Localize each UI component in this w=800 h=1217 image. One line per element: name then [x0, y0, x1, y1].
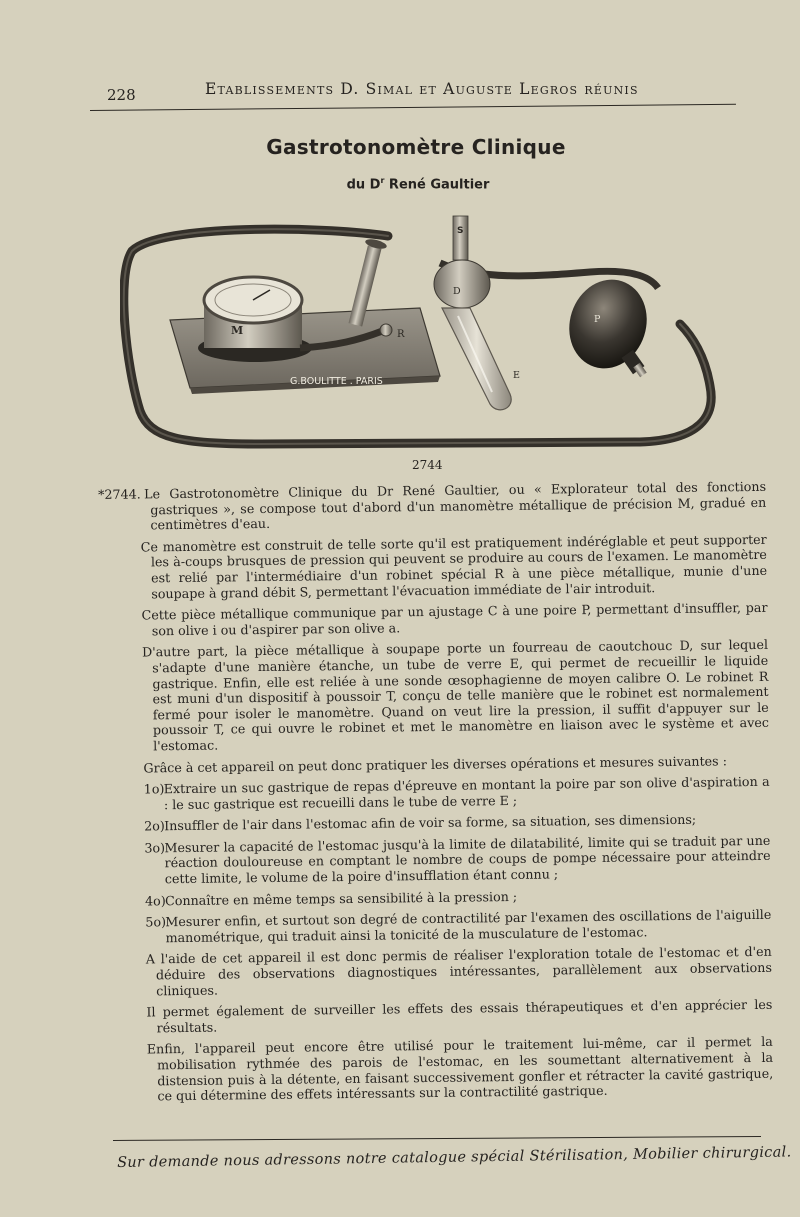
closing-paragraph: Enfin, l'appareil peut encore être utilisé pour le traitement lui-même, car il permet la mobilisation rythmée des parois de l'estomac, en les soumettant alternativement à la distension puis à la détente, en faisant successivement gonfler et rétracter la cavité gastrique, ce qui détermine des effets intéressants sur la contractilité gastrique. [146, 1034, 774, 1104]
subtitle-superscript: r [380, 176, 385, 185]
glass-tube [442, 308, 520, 410]
list-text: Insuffler de l'air dans l'estomac afin de voir sa forme, sa situation, ses dimensions; [164, 811, 697, 834]
list-item [102, 833, 771, 888]
apparatus-illustration [120, 206, 730, 456]
page-number: 228 [107, 86, 136, 104]
label-p: P [594, 314, 601, 325]
figure-number: 2744 [412, 458, 443, 472]
footer-rule [113, 1136, 761, 1141]
list-item [102, 774, 770, 813]
header-rule [90, 104, 736, 111]
maker-plate-text: G.BOULITTE . PARIS [290, 376, 383, 387]
list-number: 2o) [144, 818, 165, 834]
description-paragraph: D'autre part, la pièce métallique à soupape porte un fourreau de caoutchouc D, sur lequel s'adapte d'une manière étanche, un tube de verre E, qui permet de recueillir le liquide gastrique. Enfin, elle est reliée à une sonde œsophagienne de moyen calibre O. Le robinet R est muni d'un dispositif à poussoir T, conçu de telle manière que le robinet est normalement fermé pour isoler le manomètre. Quand on veut lire la pression, il suffit d'appuyer sur le poussoir T, ce qui ouvre le robinet et met le manomètre en liaison avec le système et avec l'estomac. [141, 637, 770, 754]
list-item [103, 907, 771, 946]
closing-paragraph: Il permet également de surveiller les effets des essais thérapeutiques et d'en apprécier les résultats. [146, 997, 773, 1036]
description-paragraph: Cette pièce métallique communique par un ajustage C à une poire P, permettant d'insuffler, par son olive i ou d'aspirer par son olive a. [141, 599, 768, 639]
intro-text: Le Gastrotonomètre Clinique du Dr René Gaultier, ou « Explorateur total des fonctions gastriques », se compose tout d'abord d'un manomètre métallique de précision M, gradué en centimètres d'eau. [143, 478, 767, 533]
list-item [102, 811, 770, 835]
subtitle-prefix: du D [346, 177, 381, 193]
label-s: S [457, 226, 464, 236]
list-text: Connaître en même temps sa sensibilité à la pression ; [164, 888, 518, 908]
list-text: Extraire un suc gastrique de repas d'épreuve en montant la poire par son olive d'aspiration a : le suc gastrique est recueilli dans le tube de verre E ; [163, 773, 770, 812]
pump-bulb [558, 269, 658, 378]
page-subtitle [0, 176, 800, 192]
list-text: Mesurer la capacité de l'estomac jusqu'à la limite de dilatabilité, limite qui se traduit par une réaction douloureuse en comptant le nombre de coups de pompe nécessaire pour atteindre cette limite, le volume de la poire d'insufflation étant connu ; [164, 832, 771, 887]
description-paragraph: Ce manomètre est construit de telle sorte qu'il est pratiquement indéréglable et peut supporter les à-coups brusques de pression qui peuvent se produire au cours de l'examen. Le manomètre est relié par l'intermédiaire d'un robinet spécial R à une pièce métallique, munie d'une soupape à grand débit S, permettant l'évacuation immédiate de l'air introduit. [140, 531, 768, 601]
subtitle-name: René Gaultier [384, 177, 490, 193]
label-m: M [231, 324, 244, 337]
label-r: R [397, 329, 405, 340]
manometer [198, 277, 312, 362]
label-d: D [453, 286, 461, 297]
list-number: 4o) [144, 892, 166, 909]
list-number: 1o) [143, 781, 165, 797]
label-e: E [513, 370, 520, 381]
running-head-title: Etablissements D. Simal et Auguste Legros réunis [205, 80, 639, 98]
list-text: Mesurer enfin, et surtout son degré de contractilité par l'examen des oscillations de l'aiguille manométrique, qui traduit ainsi la tonicité de la musculature de l'estomac. [165, 907, 772, 946]
catalogue-reference: *2744. [98, 486, 141, 502]
description-paragraph: Grâce à cet appareil on peut donc pratiquer les diverses opérations et mesures suivantes : [143, 752, 728, 775]
closing-paragraph: A l'aide de cet appareil il est donc permis de réaliser l'exploration totale de l'estomac et d'en déduire des observations diagnostiques intéressantes, parallèlement aux observations cliniques. [145, 944, 773, 998]
footer-note: Sur demande nous adressons notre catalogue spécial Stérilisation, Mobilier chirurgical. [117, 1144, 792, 1171]
intro-paragraph [98, 479, 767, 534]
page-title: Gastrotonomètre Clinique [266, 135, 566, 159]
list-item [103, 885, 771, 909]
list-number: 5o) [145, 914, 167, 930]
product-description [98, 479, 774, 1111]
list-number: 3o) [144, 840, 166, 856]
